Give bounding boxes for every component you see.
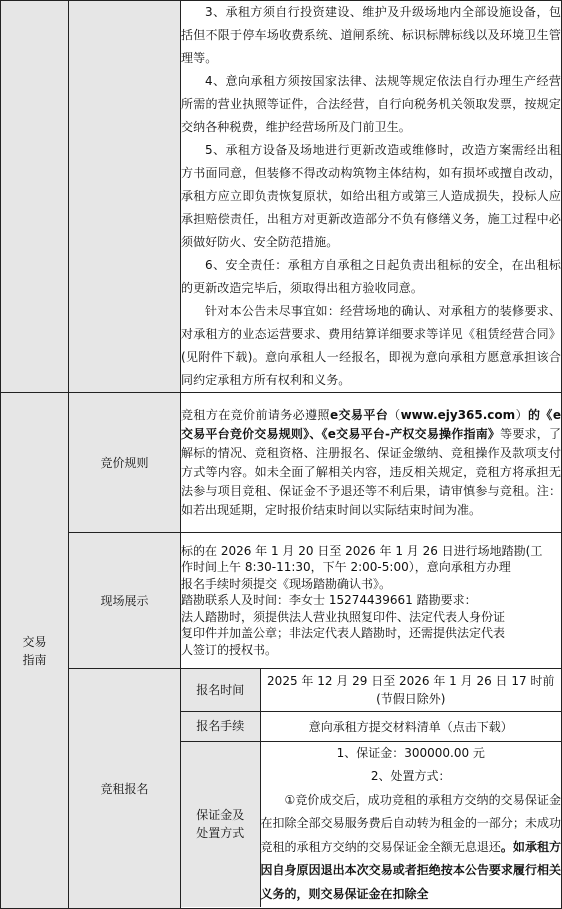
deposit-label: 保证金及处置方式 (181, 741, 260, 907)
term-4: 4、意向承租方须按国家法律、法规等规定依法自行办理生产经营所需的营业执照等证件，合法经营，自行向税务机关领取发票，按规定交纳各种税费，维护经营场所及门前卫生。 (181, 74, 561, 134)
disposal-text: ①竞价成交后，成功竞租的承租方交纳的交易保证金在扣除全部交易服务费后自动转为租金的一部分；未成功竞租的承租方交纳的交易保证金全额无息退还。如承租方因自身原因退出本次交易或者拒绝按本公告要求履行相关义务的，则交易保证金在扣除全 (260, 792, 561, 901)
registration-label: 竞租报名 (69, 669, 181, 909)
registration-table (181, 669, 561, 907)
site-visit-content: 标的在 2026 年 1 月 20 日至 2026 年 1 月 26 日进行场地踏勘(工 作时间上午 8:30-11:30，下午 2:00-5:00），意向承租方办理 报名手续时须提交《现场踏勘确认书》。 踏勘联系人及时间：李女士 15274439661 踏勘要求： 法人踏勘时，须提供法人营业执照复印件、法定代表人身份证 复印件并加盖公章；非法定代表人踏勘时，还需提供法定代表 人签订的授权书。 (181, 533, 562, 669)
registration-time-value: 2025 年 12 月 29 日至 2026 年 1 月 26 日 17 时前(节假日除外) (260, 669, 561, 711)
registration-row (1, 669, 562, 909)
trading-guide-label: 交易指南 (1, 393, 69, 909)
term-5: 5、承租方设备及场地进行更新改造或维修时，改造方案需经出租方书面同意，但装修不得改动构筑物主体结构，如有损坏或擅自改动，承租方应立即负责恢复原状，如给出租方或第三人造成损失，投标人应承担赔偿责任，出租方对更新改造部分不负有修缮义务，施工过程中必须做好防火、安全防范措施。 (181, 143, 561, 249)
blank-subcategory-cell (69, 1, 181, 393)
trading-rules-link[interactable]: 《e交易平台竞价交易规则》、《e交易平台-产权交易操作指南》 (181, 407, 561, 441)
blank-category-cell (1, 1, 69, 393)
deposit-content (260, 741, 561, 907)
registration-content (181, 669, 562, 909)
term-6: 6、安全责任：承租方自承租之日起负责出租标的安全，在出租标的更新改造完毕后，须取得出租方验收同意。 (181, 258, 561, 295)
site-visit-row (1, 533, 562, 669)
lease-terms-content (181, 1, 562, 393)
bidding-rules-content: 竞租方在竞价前请务必遵照e交易平台（www.ejy365.com）的《e交易平台竞价交易规则》、《e交易平台-产权交易操作指南》等要求，了解标的情况、竞租资格、注册报名、保证金缴纳、竞租操作及款项支付方式等内容。如未全面了解相关内容，违反相关规定，竞租方将承担无法参与项目竞租、保证金不予退还等不利后果，请审慎参与竞租。注：如若出现延期，定时报价结束时间以实际结束时间为准。 (181, 393, 562, 533)
registration-time-label: 报名时间 (181, 669, 260, 711)
term-3: 3、承租方须自行投资建设、维护及升级场地内全部设施设备，包括但不限于停车场收费系统、道闸系统、标识标牌标线以及环境卫生管理等。 (181, 5, 561, 65)
site-visit-contact: 踏勘联系人及时间：李女士 15274439661 踏勘要求： (181, 593, 477, 608)
disposal-title: 2、处置方式： (370, 769, 451, 783)
deposit-amount: 1、保证金：300000.00 元 (336, 745, 485, 760)
platform-name: e交易平台 (329, 407, 389, 422)
site-visit-label: 现场展示 (69, 533, 181, 669)
lease-terms-row (1, 1, 562, 393)
bidding-rules-row (1, 393, 562, 533)
registration-procedure-label: 报名手续 (181, 711, 260, 741)
material-list-download-link[interactable]: 意向承租方提交材料清单（点击下载） (260, 711, 561, 741)
term-7-contract-note: 针对本公告未尽事宜如：经营场地的确认、对承租方的装修要求、对承租方的业态运营要求、费用结算详细要求等详见《租赁经营合同》(见附件下载)。意向承租人一经报名，即视为意向承租方愿意承担该合同约定承租方所有权利和义务。 (181, 304, 561, 387)
bidding-rules-label: 竞价规则 (69, 393, 181, 533)
platform-url-link[interactable]: www.ejy365.com (400, 407, 516, 422)
disposal-bold-text: 。如承租方因自身原因退出本次交易或者拒绝按本公告要求履行相关义务的，则交易保证金在扣除全 (260, 839, 561, 901)
